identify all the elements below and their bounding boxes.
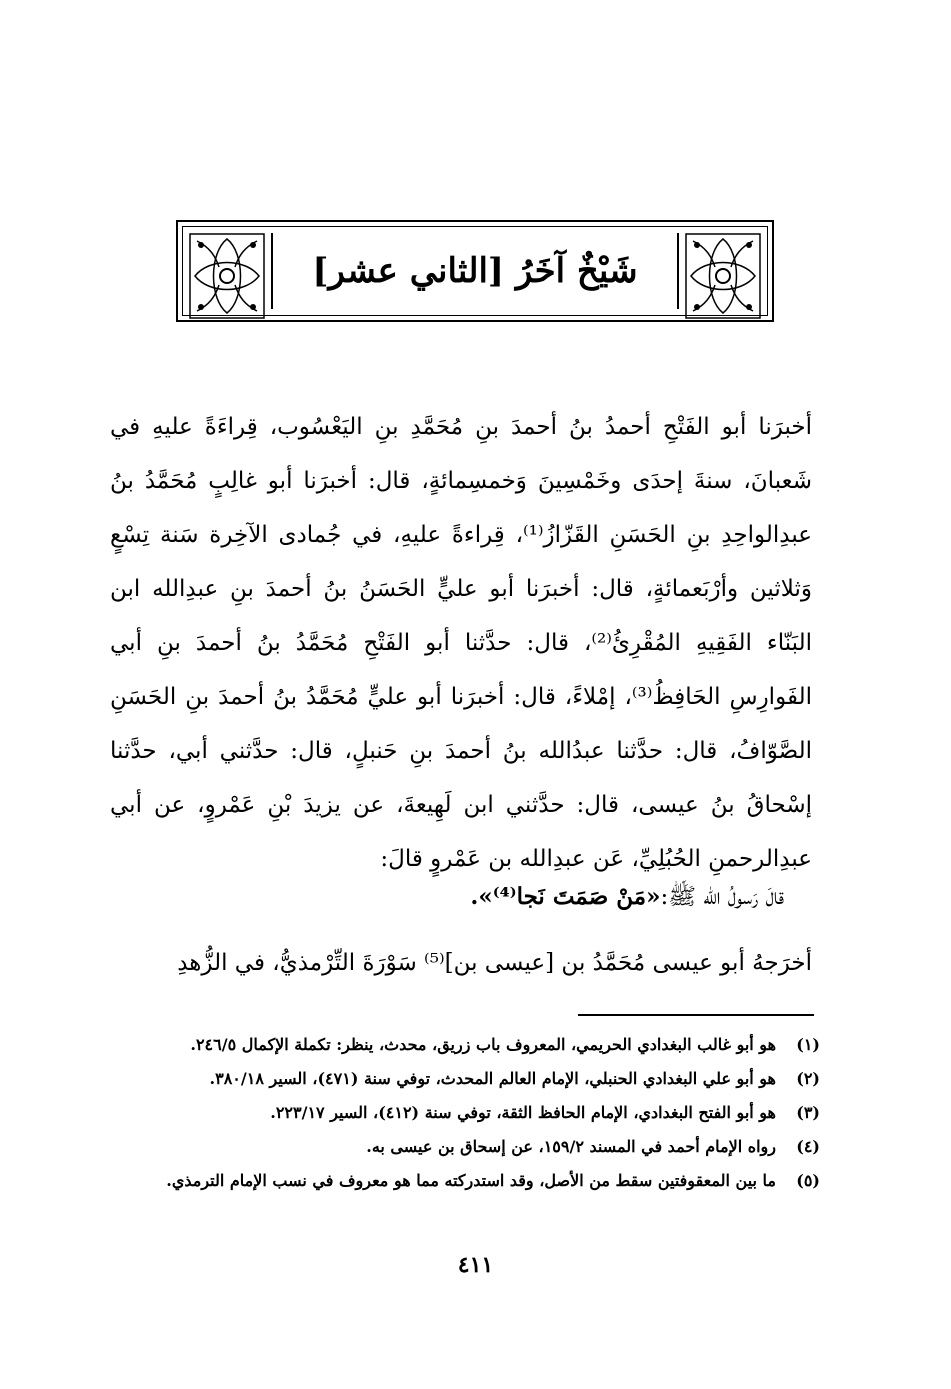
footnote-number: (١) [796,1035,820,1054]
floral-ornament-icon [189,233,265,319]
footnote-item [120,1096,820,1130]
heading-title-panel [271,233,679,309]
footnote-item [120,1130,820,1164]
footnote-item [120,1164,820,1198]
footnote-text: هو أبو علي البغدادي الحنبلي، الإمام العالم المحدث، توفي سنة (٤٧١)، السير ٣٨٠/١٨. [209,1069,776,1088]
hadith-line [110,870,812,924]
heading-inner-frame [182,226,768,316]
isnad-paragraph [110,400,812,886]
footnote-number: (٢) [796,1069,820,1088]
footnote-item [120,1062,820,1096]
floral-ornament-icon [685,233,761,319]
footnote-number: (٤) [796,1137,820,1156]
footnote-number: (٣) [796,1103,820,1122]
footnotes-list [120,1028,820,1198]
footnote-text: ما بين المعقوفتين سقط من الأصل، وقد استدركته مما هو معروف في نسب الإمام الترمذي. [166,1171,776,1190]
footnote-text: هو أبو الفتح البغدادي، الإمام الحافظ الثقة، توفي سنة (٤١٢)، السير ٢٢٣/١٧. [270,1103,776,1122]
footnote-item [120,1028,820,1062]
footnote-text: رواه الإمام أحمد في المسند ١٥٩/٢، عن إسحاق بن عيسى به. [366,1137,776,1156]
heading-frame [176,220,774,322]
hadith-intro: قالَ رَسولُ الله ﷺ: [660,884,784,910]
footnote-number: (٥) [796,1171,820,1190]
footnote-text: هو أبو غالب البغدادي الحريمي، المعروف باب زريق، محدث، ينظر: تكملة الإكمال ٢٤٦/٥. [190,1035,776,1054]
footnote-divider [578,1014,814,1016]
takhrij-line: أخرَجهُ أبو عيسى مُحَمَّدُ بن [عيسى بن]⁽⁵⁾ سَوْرَةَ التِّرْمذيُّ، في الزُّهدِ [177,950,812,976]
hadith-quote: «مَنْ صَمَتَ نَجا⁽⁴⁾». [470,883,661,910]
isnad-text: أخبرَنا أبو الفَتْحِ أحمدُ بنُ أحمدَ بنِ مُحَمَّدِ بنِ اليَعْسُوب، قِراءَةً عليهِ في شَعبانَ، سنةَ إحدَى وخَمْسِينَ وَخمسِمائةٍ، قال: أخبرَنا أبو غالِبٍ مُحَمَّدُ بنُ عبدِالواحِدِ بنِ الحَسَنِ القَزّازُ⁽¹⁾، قِراءةً عليهِ، في جُمادى الآخِرة سَنة تِسْعٍ وَثلاثين وأرْبَعمائةٍ، قال: أخبرَنا أبو عليٍّ الحَسَنُ بنُ أحمدَ بنِ عبدِالله ابن البَنّاء الفَقِيهِ المُقْرِئُ⁽²⁾، قال: حدَّثنا أبو الفَتْحِ مُحَمَّدُ بنُ أحمدَ بنِ أبي الفَوارِسِ الحَافِظُ⁽³⁾، إمْلاءً، قال: أخبرَنا أبو عليٍّ مُحَمَّدُ بنُ أحمدَ بنِ الحَسَنِ الصَّوّافُ، قال: حدَّثنا عبدُالله بنُ أحمدَ بنِ حَنبلٍ، قال: حدَّثني أبي، حدَّثنا إسْحاقُ بنُ عيسى، قال: حدَّثني ابن لَهِيعةَ، عن يزيدَ بْنِ عَمْروٍ، عن أبي عبدِالرحمنِ الحُبُلِيِّ، عَن عبدِالله بن عَمْروٍ قالَ: [110,414,812,872]
page-number: ٤١١ [457,1252,494,1278]
page-title: شَيْخٌ آخَرُ [الثاني عشر] [312,251,638,291]
